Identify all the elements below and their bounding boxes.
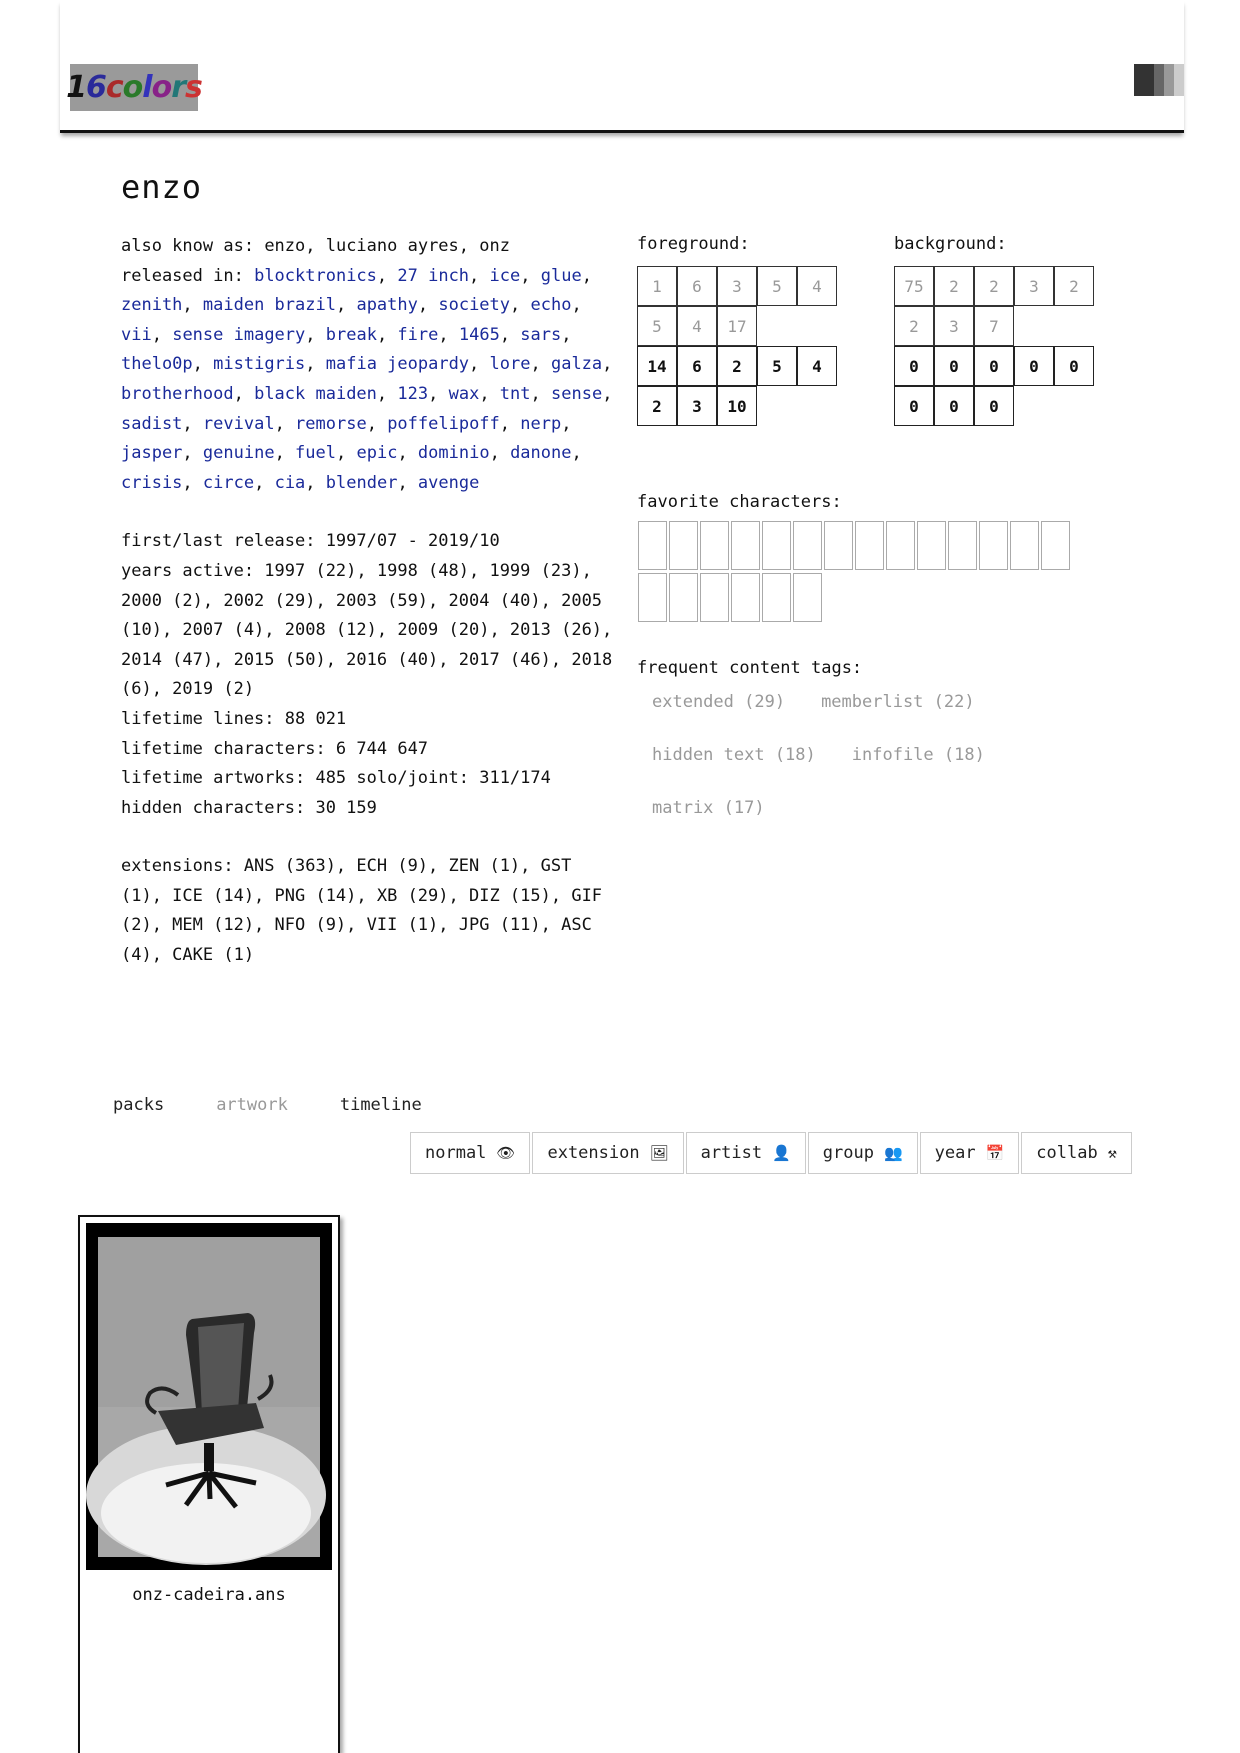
content-tag[interactable]: memberlist (22) bbox=[821, 692, 975, 712]
favorite-character-cell bbox=[762, 573, 791, 622]
content-tag[interactable]: hidden text (18) bbox=[652, 745, 816, 765]
content-tag[interactable]: infofile (18) bbox=[851, 745, 985, 765]
filter-label: collab bbox=[1036, 1143, 1098, 1163]
lifetime-lines: lifetime lines: 88 021 bbox=[121, 708, 347, 729]
color-count-cell: 2 bbox=[1054, 266, 1094, 306]
group-link[interactable]: mafia jeopardy bbox=[325, 354, 470, 375]
tab-timeline[interactable]: timeline bbox=[339, 1095, 422, 1115]
first-last-release: first/last release: 1997/07 - 2019/10 bbox=[121, 531, 500, 552]
group-link[interactable]: jasper bbox=[121, 443, 183, 464]
color-count-cell: 0 bbox=[974, 386, 1014, 426]
filter-label: artist bbox=[700, 1143, 763, 1163]
filter-label: year bbox=[934, 1143, 976, 1163]
group-link[interactable]: black maiden bbox=[254, 383, 377, 404]
group-link[interactable]: glue bbox=[540, 265, 582, 286]
group-link[interactable]: dominio bbox=[417, 443, 490, 464]
group-link[interactable]: vii bbox=[121, 324, 152, 345]
released-in: released in: blocktronics, 27 inch, ice, glue, zenith, maiden brazil, apathy, society, echo, vii, sense imagery, break, fire, 1465, sars, thelo0p, mistigris, mafia jeopardy, lore, galza, brotherhood, black maiden, 123, wax, tnt, sense, sadist, revival, remorse, poffelipoff, nerp, jasper, genuine, fuel, epic, dominio, danone, crisis, circe, cia, blender, avenge bbox=[121, 265, 613, 493]
group-link[interactable]: break bbox=[325, 324, 377, 345]
filter-collab-button[interactable] bbox=[1021, 1132, 1131, 1174]
group-link[interactable]: echo bbox=[530, 295, 572, 316]
extensions: extensions: ANS (363), ECH (9), ZEN (1), GST (1), ICE (14), PNG (14), XB (29), DIZ (15), GIF (2), MEM (12), NFO (9), VII (1), JPG (11), ASC (4), CAKE (1) bbox=[121, 856, 603, 966]
favorite-character-cell bbox=[886, 521, 915, 570]
group-link[interactable]: blocktronics bbox=[254, 265, 377, 286]
artist-info bbox=[121, 232, 621, 1000]
view-tabs bbox=[113, 1095, 474, 1115]
person-icon: 👤 bbox=[772, 1144, 791, 1162]
color-count-cell: 6 bbox=[677, 266, 717, 306]
group-link[interactable]: cia bbox=[274, 472, 306, 493]
color-count-cell: 1 bbox=[637, 266, 677, 306]
group-link[interactable]: tnt bbox=[499, 383, 531, 404]
favorite-characters-label: favorite characters: bbox=[637, 492, 842, 512]
favorite-character-cell bbox=[793, 573, 822, 622]
color-count-cell: 2 bbox=[637, 386, 677, 426]
group-link[interactable]: 1465 bbox=[458, 324, 500, 345]
favorite-character-cell bbox=[855, 521, 884, 570]
favorite-character-cell bbox=[1010, 521, 1039, 570]
group-link[interactable]: danone bbox=[510, 443, 572, 464]
sort-filters bbox=[410, 1132, 1134, 1174]
color-count-cell: 5 bbox=[757, 266, 797, 306]
group-link[interactable]: society bbox=[438, 295, 511, 316]
filter-label: group bbox=[822, 1143, 874, 1163]
group-link[interactable]: sadist bbox=[121, 413, 183, 434]
group-link[interactable]: blender bbox=[325, 472, 398, 493]
filter-year-button[interactable] bbox=[920, 1132, 1020, 1174]
favorite-character-cell bbox=[731, 573, 760, 622]
aka-line: also know as: enzo, luciano ayres, onz bbox=[121, 236, 510, 256]
favorite-character-cell bbox=[700, 573, 729, 622]
favorite-character-cell bbox=[669, 573, 698, 622]
content-tag[interactable]: matrix (17) bbox=[652, 798, 765, 818]
group-link[interactable]: sense imagery bbox=[172, 324, 306, 345]
color-count-cell: 3 bbox=[934, 306, 974, 346]
color-count-cell: 4 bbox=[677, 306, 717, 346]
group-link[interactable]: galza bbox=[550, 354, 603, 375]
favorite-character-cell bbox=[669, 521, 698, 570]
filter-extension-button[interactable] bbox=[532, 1132, 683, 1174]
group-link[interactable]: circe bbox=[202, 472, 255, 493]
favorite-character-cell bbox=[700, 521, 729, 570]
foreground-label: foreground: bbox=[637, 234, 750, 254]
color-count-cell: 2 bbox=[934, 266, 974, 306]
color-count-cell: 0 bbox=[1054, 346, 1094, 386]
group-link[interactable]: 123 bbox=[397, 383, 429, 404]
group-link[interactable]: fire bbox=[397, 324, 439, 345]
favorite-character-cell bbox=[948, 521, 977, 570]
group-link[interactable]: ice bbox=[489, 265, 521, 286]
group-link[interactable]: sense bbox=[551, 383, 603, 404]
filter-artist-button[interactable] bbox=[686, 1132, 806, 1174]
group-link[interactable]: zenith bbox=[121, 295, 183, 316]
group-link[interactable]: apathy bbox=[356, 295, 418, 316]
color-count-cell: 0 bbox=[894, 386, 934, 426]
color-count-cell: 3 bbox=[677, 386, 717, 426]
color-count-cell: 3 bbox=[717, 266, 757, 306]
group-link[interactable]: lore bbox=[489, 354, 531, 375]
group-link[interactable]: 27 inch bbox=[397, 265, 470, 286]
favorite-character-cell bbox=[731, 521, 760, 570]
artwork-thumbnail[interactable] bbox=[86, 1223, 332, 1570]
color-count-cell: 3 bbox=[1014, 266, 1054, 306]
color-count-cell: 2 bbox=[894, 306, 934, 346]
group-link[interactable]: thelo0p bbox=[121, 354, 193, 375]
color-count-cell: 2 bbox=[974, 266, 1014, 306]
tab-artwork[interactable]: artwork bbox=[216, 1095, 288, 1115]
hammer-icon: ⚒ bbox=[1107, 1144, 1117, 1162]
filter-normal-button[interactable] bbox=[410, 1132, 530, 1174]
artwork-card[interactable] bbox=[78, 1215, 340, 1753]
lifetime-characters: lifetime characters: 6 744 647 bbox=[121, 738, 429, 759]
color-count-cell: 0 bbox=[1014, 346, 1054, 386]
group-link[interactable]: remorse bbox=[295, 413, 367, 434]
group-link[interactable]: nerp bbox=[520, 413, 562, 434]
color-count-cell: 7 bbox=[974, 306, 1014, 346]
group-link[interactable]: crisis bbox=[121, 472, 183, 493]
image-icon: 🖼 bbox=[649, 1144, 669, 1162]
favorite-character-cell bbox=[917, 521, 946, 570]
lifetime-artworks: lifetime artworks: 485 solo/joint: 311/174 bbox=[121, 768, 551, 789]
hamburger-icon[interactable] bbox=[1134, 64, 1184, 96]
group-link[interactable]: poffelipoff bbox=[387, 413, 500, 434]
background-label: background: bbox=[894, 234, 1007, 254]
color-count-cell: 6 bbox=[677, 346, 717, 386]
site-logo[interactable]: 1 6 c o l o r s bbox=[70, 64, 198, 111]
color-count-cell: 75 bbox=[894, 266, 934, 306]
color-count-cell: 10 bbox=[717, 386, 757, 426]
content-tags bbox=[652, 688, 1092, 847]
color-count-cell: 0 bbox=[974, 346, 1014, 386]
color-count-cell: 5 bbox=[637, 306, 677, 346]
hidden-characters: hidden characters: 30 159 bbox=[121, 797, 377, 818]
favorite-character-cell bbox=[979, 521, 1008, 570]
artist-name: enzo bbox=[121, 168, 203, 206]
color-count-cell: 2 bbox=[717, 346, 757, 386]
artwork-filename[interactable]: onz-cadeira.ans bbox=[132, 1585, 286, 1605]
eye-icon: 👁 bbox=[496, 1144, 516, 1162]
filter-group-button[interactable] bbox=[808, 1132, 918, 1174]
color-count-cell: 5 bbox=[757, 346, 797, 386]
filter-label: extension bbox=[547, 1143, 640, 1163]
calendar-icon: 📅 bbox=[985, 1144, 1005, 1162]
favorite-character-cell bbox=[824, 521, 853, 570]
color-count-cell: 17 bbox=[717, 306, 757, 346]
favorite-character-cell bbox=[638, 573, 667, 622]
group-link[interactable]: avenge bbox=[417, 472, 480, 493]
favorite-character-cell bbox=[1041, 521, 1070, 570]
color-count-cell: 0 bbox=[894, 346, 934, 386]
years-active: years active: 1997 (22), 1998 (48), 1999 (23), 2000 (2), 2002 (29), 2003 (59), 2004 (40), 2005 (10), 2007 (4), 2008 (12), 2009 (20), 2013 (26), 2014 (47), 2015 (50), 2016 (40), 2017 (46), 2018 (6), 2019 (2) bbox=[121, 560, 613, 700]
favorite-character-cell bbox=[793, 521, 822, 570]
color-count-cell: 14 bbox=[637, 346, 677, 386]
group-link[interactable]: epic bbox=[356, 443, 398, 464]
favorite-characters bbox=[638, 521, 1088, 625]
color-count-cell: 4 bbox=[797, 346, 837, 386]
favorite-character-cell bbox=[638, 521, 667, 570]
color-count-cell: 4 bbox=[797, 266, 837, 306]
favorite-character-cell bbox=[762, 521, 791, 570]
site-header bbox=[60, 0, 1184, 133]
group-link[interactable]: sars bbox=[520, 324, 562, 345]
group-link[interactable]: mistigris bbox=[213, 354, 306, 375]
group-link[interactable]: wax bbox=[448, 383, 480, 404]
group-link[interactable]: fuel bbox=[295, 443, 336, 464]
group-link[interactable]: brotherhood bbox=[121, 383, 234, 404]
color-count-cell: 0 bbox=[934, 386, 974, 426]
group-link[interactable]: genuine bbox=[202, 443, 275, 464]
people-icon: 👥 bbox=[883, 1144, 903, 1162]
filter-label: normal bbox=[425, 1143, 487, 1163]
group-link[interactable]: revival bbox=[202, 413, 275, 434]
group-link[interactable]: maiden brazil bbox=[202, 295, 336, 316]
tab-packs[interactable]: packs bbox=[113, 1095, 165, 1115]
color-count-cell: 0 bbox=[934, 346, 974, 386]
content-tags-label: frequent content tags: bbox=[637, 658, 863, 678]
content-tag[interactable]: extended (29) bbox=[652, 692, 786, 712]
